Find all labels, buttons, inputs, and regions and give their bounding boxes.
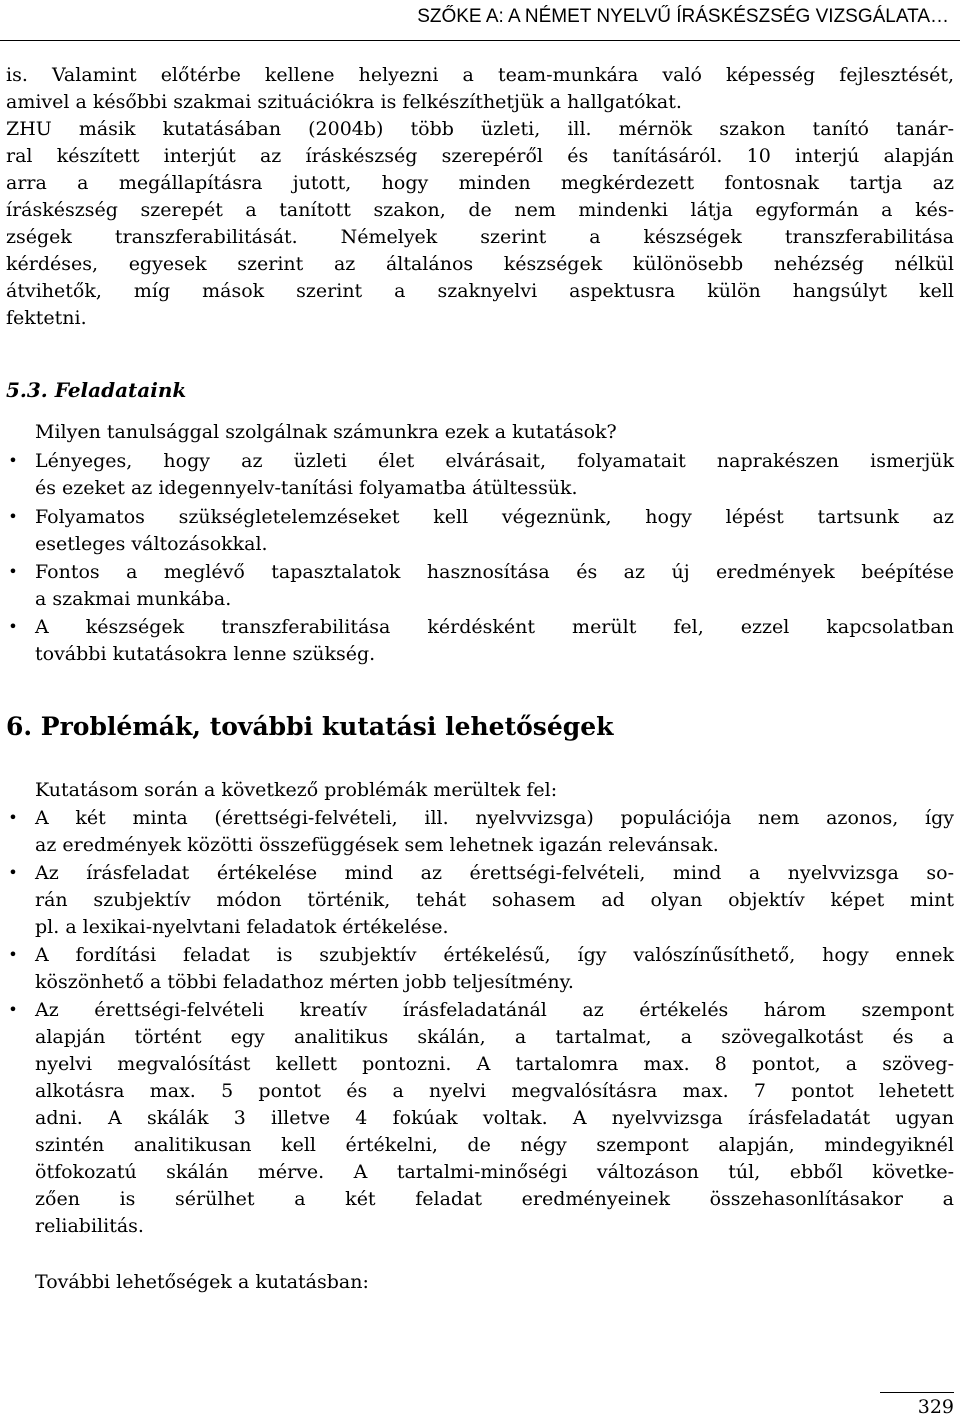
section-intro: Kutatásom során a következő problémák merültek fel: xyxy=(35,779,558,801)
text-line: zségek transzferabilitását. Némelyek szerint a készségek transzferabilitása xyxy=(6,226,954,248)
list-item-line: és ezeket az idegennyelv-tanítási folyamatba átültessük. xyxy=(35,477,578,499)
section-heading-5-3: 5.3. Feladataink xyxy=(6,378,187,402)
section-heading-6: 6. Problémák, további kutatási lehetőségek xyxy=(6,712,614,741)
list-item-line: rán szubjektív módon történik, tehát sohasem ad olyan objektív képet mint xyxy=(35,889,954,911)
list-item-line: alkotásra max. 5 pontot és a nyelvi megvalósításra max. 7 pontot lehetett xyxy=(35,1080,954,1102)
text-line: amivel a későbbi szakmai szituációkra is felkészíthetjük a hallgatókat. xyxy=(6,91,682,113)
list-item-line: adni. A skálák 3 illetve 4 fokúak voltak. A nyelvvizsga írásfeladatát ugyan xyxy=(35,1107,954,1129)
bullet-icon: • xyxy=(8,451,18,470)
list-item-line: Az írásfeladat értékelése mind az érettségi-felvételi, mind a nyelvvizsga so- xyxy=(35,862,954,884)
bullet-icon: • xyxy=(8,1000,18,1019)
header-rule xyxy=(0,40,960,41)
bullet-icon: • xyxy=(8,863,18,882)
text-line: is. Valamint előtérbe kellene helyezni a team-munkára való képesség fejlesztését, xyxy=(6,64,954,86)
bullet-icon: • xyxy=(8,507,18,526)
bullet-icon: • xyxy=(8,562,18,581)
text-line: fektetni. xyxy=(6,307,87,329)
closing-line: További lehetőségek a kutatásban: xyxy=(35,1271,369,1293)
list-item-line: köszönhető a többi feladathoz mérten jobb teljesítmény. xyxy=(35,971,574,993)
list-item-line: zően is sérülhet a két feladat eredményeinek összehasonlításakor a xyxy=(35,1188,954,1210)
list-item-line: a szakmai munkába. xyxy=(35,588,232,610)
list-item-line: A fordítási feladat is szubjektív értékelésű, így valószínűsíthető, hogy ennek xyxy=(35,944,954,966)
text-line: ZHU másik kutatásában (2004b) több üzleti, ill. mérnök szakon tanító tanár- xyxy=(6,118,954,140)
page-number: 329 xyxy=(917,1396,954,1418)
list-item-line: pl. a lexikai-nyelvtani feladatok értékelése. xyxy=(35,916,449,938)
text-line: átvihetők, míg mások szerint a szaknyelvi aspektusra külön hangsúlyt kell xyxy=(6,280,954,302)
text-line: kérdéses, egyesek szerint az általános készségek különösebb nehézség nélkül xyxy=(6,253,954,275)
list-item-line: az eredmények közötti összefüggések sem lehetnek igazán relevánsak. xyxy=(35,834,719,856)
footer-rule xyxy=(880,1392,954,1393)
list-item-line: reliabilitás. xyxy=(35,1215,144,1237)
list-item-line: Folyamatos szükségletelemzéseket kell végeznünk, hogy lépést tartsunk az xyxy=(35,506,954,528)
list-item-line: esetleges változásokkal. xyxy=(35,533,268,555)
bullet-icon: • xyxy=(8,808,18,827)
list-item-line: szintén analitikusan kell értékelni, de négy szempont alapján, mindegyiknél xyxy=(35,1134,954,1156)
list-item-line: Az érettségi-felvételi kreatív írásfeladatánál az értékelés három szempont xyxy=(35,999,954,1021)
list-item-line: Fontos a meglévő tapasztalatok hasznosítása és az új eredmények beépítése xyxy=(35,561,954,583)
text-line: íráskészség szerepét a tanított szakon, de nem mindenki látja egyformán a kés- xyxy=(6,199,954,221)
list-item-line: nyelvi megvalósítást kellett pontozni. A tartalomra max. 8 pontot, a szöveg- xyxy=(35,1053,954,1075)
list-item-line: ötfokozatú skálán mérve. A tartalmi-minőségi változáson túl, ebből követke- xyxy=(35,1161,954,1183)
running-head: SZŐKE A: A NÉMET NYELVŰ ÍRÁSKÉSZSÉG VIZSGÁLATA… xyxy=(417,6,949,27)
list-item-line: további kutatásokra lenne szükség. xyxy=(35,643,376,665)
bullet-icon: • xyxy=(8,617,18,636)
list-item-line: A két minta (érettségi-felvételi, ill. nyelvvizsga) populációja nem azonos, így xyxy=(35,807,954,829)
list-item-line: A készségek transzferabilitása kérdésként merült fel, ezzel kapcsolatban xyxy=(35,616,954,638)
list-item-line: Lényeges, hogy az üzleti élet elvárásait, folyamatait naprakészen ismerjük xyxy=(35,450,954,472)
bullet-icon: • xyxy=(8,945,18,964)
list-item-line: alapján történt egy analitikus skálán, a tartalmat, a szövegalkotást és a xyxy=(35,1026,954,1048)
section-question: Milyen tanulsággal szolgálnak számunkra ezek a kutatások? xyxy=(35,421,617,443)
text-line: ral készített interjút az íráskészség szerepéről és tanításáról. 10 interjú alapján xyxy=(6,145,954,167)
text-line: arra a megállapításra jutott, hogy minden megkérdezett fontosnak tartja az xyxy=(6,172,954,194)
